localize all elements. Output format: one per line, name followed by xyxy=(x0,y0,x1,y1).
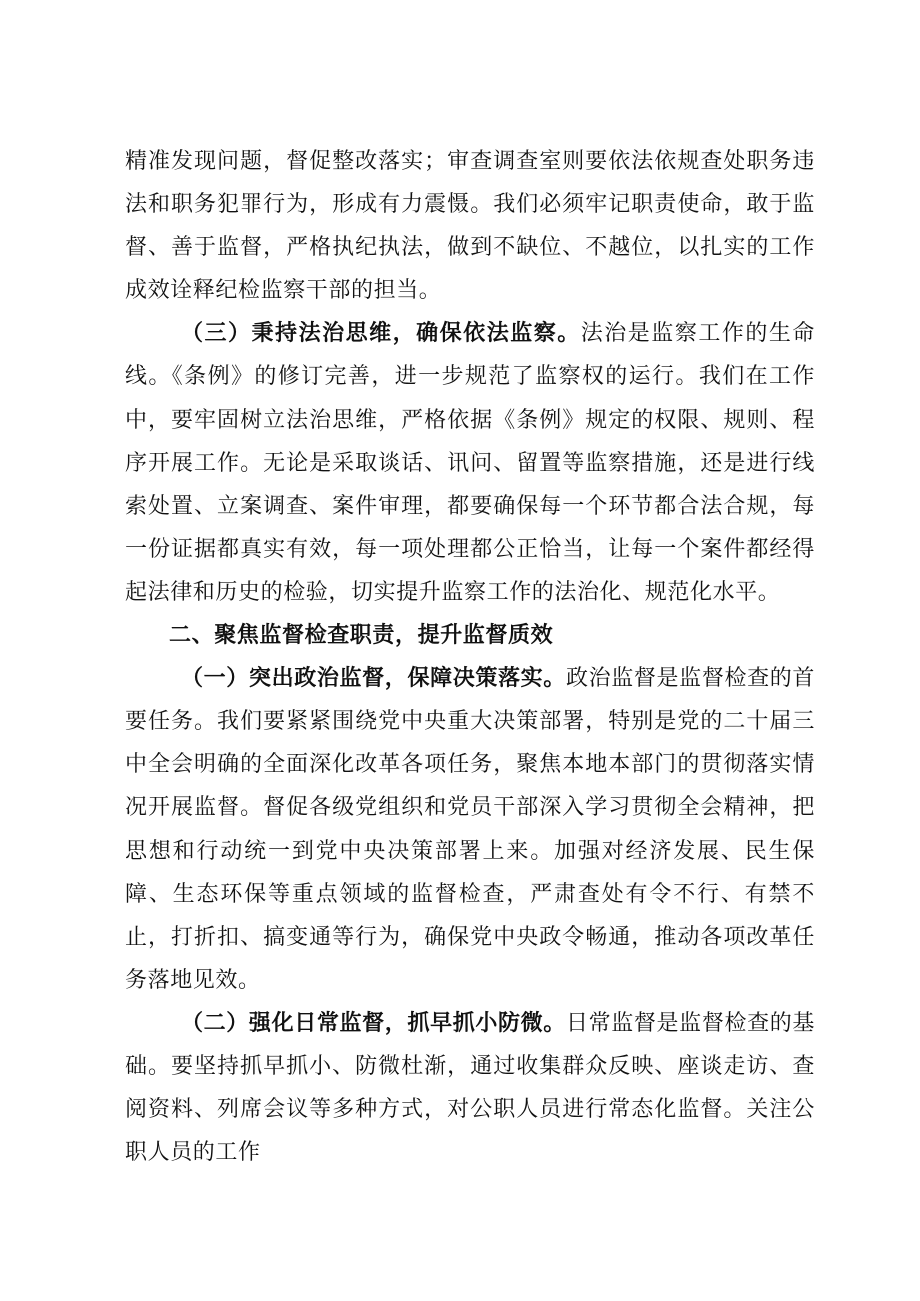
document-body xyxy=(125,140,815,1174)
paragraph-rule-of-law xyxy=(125,312,815,614)
paragraph-political-supervision xyxy=(125,657,815,1002)
section-heading: 二、聚焦监督检查职责，提升监督质效 xyxy=(169,622,554,649)
paragraph-text: 法治是监察工作的生命线。《条例》的修订完善，进一步规范了监察权的运行。我们在工作中，要牢固树立法治思维，严格依据《条例》规定的权限、规则、程序开展工作。无论是采取谈话、讯问、留置等监察措施，还是进行线索处置、立案调查、案件审理，都要确保每一个环节都合法合规，每一份证据都真实有效，每一项处理都公正恰当，让每一个案件都经得起法律和历史的检验，切实提升监察工作的法治化、规范化水平。 xyxy=(125,321,815,605)
paragraph-continuation xyxy=(125,140,815,312)
paragraph-lead-heading: （一）突出政治监督，保障决策落实。 xyxy=(181,665,566,692)
paragraph-text: 日常监督是监督检查的基础。要坚持抓早抓小、防微杜渐，通过收集群众反映、座谈走访、查阅资料、列席会议等多种方式，对公职人员进行常态化监督。关注公职人员的工作 xyxy=(125,1010,815,1166)
paragraph-daily-supervision xyxy=(125,1002,815,1174)
paragraph-lead-heading: （三）秉持法治思维，确保依法监察。 xyxy=(181,320,581,347)
paragraph-lead-heading: （二）强化日常监督，抓早抓小防微。 xyxy=(181,1009,566,1036)
paragraph-text: 政治监督是监督检查的首要任务。我们要紧紧围绕党中央重大决策部署，特别是党的二十届三中全会明确的全面深化改革各项任务，聚焦本地本部门的贯彻落实情况开展监督。督促各级党组织和党员干部深入学习贯彻全会精神，把思想和行动统一到党中央决策部署上来。加强对经济发展、民生保障、生态环保等重点领域的监督检查，严肃查处有令不行、有禁不止，打折扣、搞变通等行为，确保党中央政令畅通，推动各项改革任务落地见效。 xyxy=(125,666,815,993)
paragraph-text: 精准发现问题，督促整改落实；审查调查室则要依法依规查处职务违法和职务犯罪行为，形成有力震慑。我们必须牢记职责使命，敢于监督、善于监督，严格执纪执法，做到不缺位、不越位，以扎实的工作成效诠释纪检监察干部的担当。 xyxy=(125,149,815,304)
